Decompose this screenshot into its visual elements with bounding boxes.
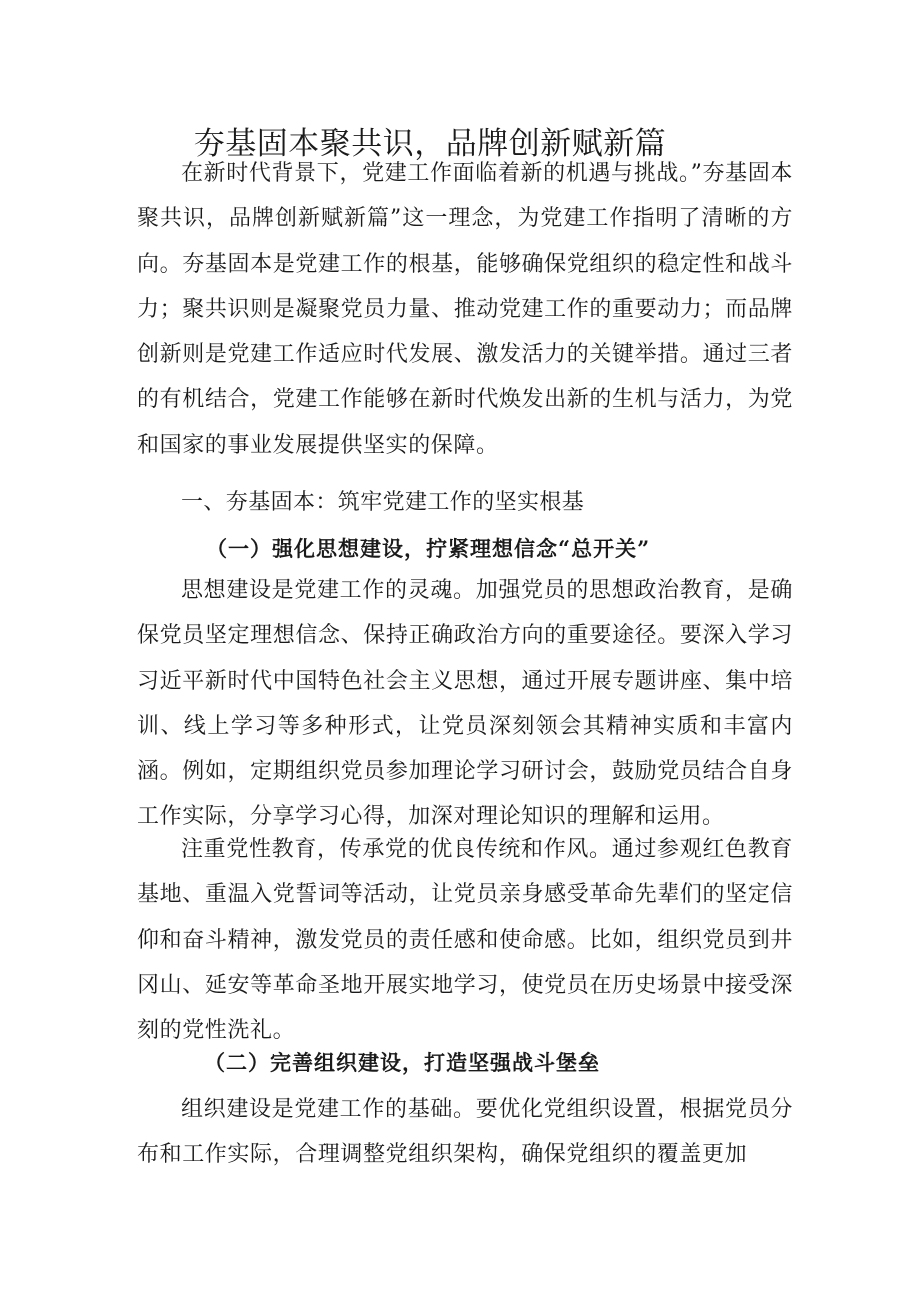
intro-paragraph: 在新时代背景下，党建工作面临着新的机遇与挑战。”夯基固本聚共识，品牌创新赋新篇”这一理念，为党建工作指明了清晰的方向。夯基固本是党建工作的根基，能够确保党组织的稳定性和战斗力；聚共识则是凝聚党员力量、推动党建工作的重要动力；而品牌创新则是党建工作适应时代发展、激发活力的关键举措。通过三者的有机结合，党建工作能够在新时代焕发出新的生机与活力，为党和国家的事业发展提供坚实的保障。 bbox=[137, 161, 793, 458]
body-paragraph: 组织建设是党建工作的基础。要优化党组织设置，根据党员分布和工作实际，合理调整党组织架构，确保党组织的覆盖更加 bbox=[137, 1097, 793, 1168]
document-title: 夯基固本聚共识，品牌创新赋新篇 bbox=[193, 126, 667, 162]
subsection-heading: （一）强化思想建设，拧紧理想信念“总开关” bbox=[206, 536, 651, 561]
subsection-heading: （二）完善组织建设，打造坚强战斗堡垒 bbox=[204, 1050, 600, 1075]
section-heading: 一、夯基固本：筑牢党建工作的坚实根基 bbox=[181, 490, 585, 515]
body-paragraph: 思想建设是党建工作的灵魂。加强党员的思想政治教育，是确保党员坚定理想信念、保持正确政治方向的重要途径。要深入学习习近平新时代中国特色社会主义思想，通过开展专题讲座、集中培训、线上学习等多种形式，让党员深刻领会其精神实质和丰富内涵。例如，定期组织党员参加理论学习研讨会，鼓励党员结合自身工作实际，分享学习心得，加深对理论知识的理解和运用。 bbox=[137, 578, 793, 830]
body-paragraph: 注重党性教育，传承党的优良传统和作风。通过参观红色教育基地、重温入党誓词等活动，让党员亲身感受革命先辈们的坚定信仰和奋斗精神，激发党员的责任感和使命感。比如，组织党员到井冈山、延安等革命圣地开展实地学习，使党员在历史场景中接受深刻的党性洗礼。 bbox=[137, 837, 793, 1044]
